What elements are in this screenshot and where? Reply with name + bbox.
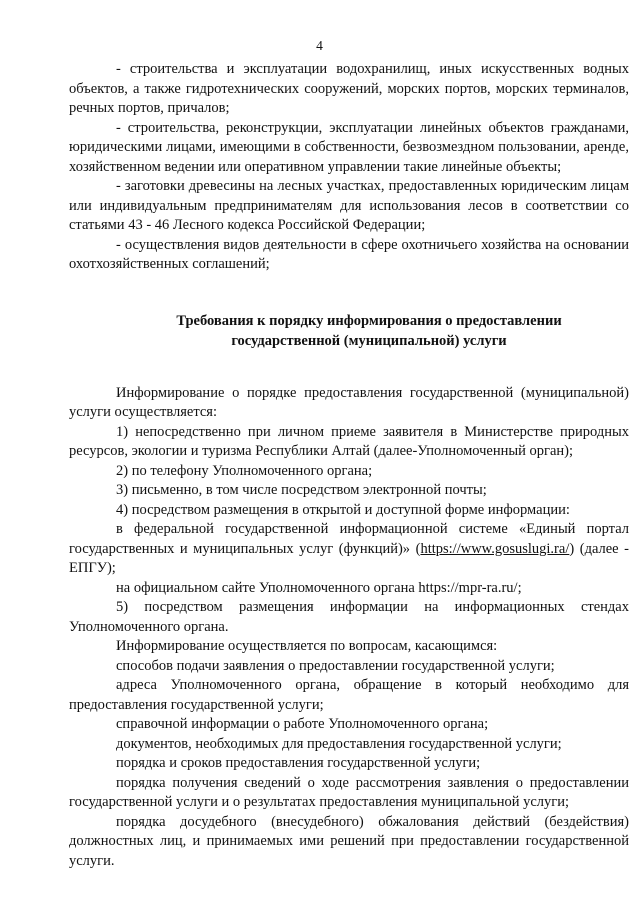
section-heading-line: Требования к порядку информирования о предоставлении: [176, 312, 562, 329]
list-item: способов подачи заявления о предоставлении государственной услуги;: [116, 657, 555, 674]
list-item: - заготовки древесины на лесных участках, предоставленных юридическим лицам или индивидуальным предпринимателям для использования лесов в соответствии со статьями 43 - 46 Лесного кодекса Российской Федерации;: [69, 178, 629, 233]
list-item: справочной информации о работе Уполномоченного органа;: [116, 716, 489, 732]
paragraph: Информирование осуществляется по вопросам, касающимся:: [116, 638, 498, 654]
list-item: - строительства и эксплуатации водохранилищ, иных искусственных водных объектов, а также гидротехнических сооружений, морских портов, морских терминалов, речных портов, причалов;: [69, 61, 629, 116]
list-item: документов, необходимых для предоставления государственной услуги;: [116, 735, 562, 752]
list-item: адреса Уполномоченного органа, обращение в который необходимо для предоставления государственной услуги;: [69, 677, 629, 713]
gosuslugi-link[interactable]: https://www.gosuslugi.ra/: [420, 540, 570, 557]
page-number: 4: [316, 38, 323, 53]
epgu-text: ) (далее - ЕПГУ);: [69, 540, 629, 576]
paragraph: [69, 520, 629, 579]
epgu-text: в федеральной государственной информационной системе «Единый портал государственных и муниципальных услуг (функций)» (: [69, 521, 629, 557]
list-item: - осуществления видов деятельности в сфере охотничьего хозяйства на основании охотхозяйственных соглашений;: [69, 236, 629, 272]
paragraph: Информирование о порядке предоставления государственной (муниципальной) услуги осуществляется:: [69, 384, 629, 420]
section-heading: [69, 311, 629, 351]
list-item: 4) посредством размещения в открытой и доступной форме информации:: [116, 501, 570, 518]
list-item: порядка получения сведений о ходе рассмотрения заявления о предоставлении государственной услуги и о результатах предоставления муниципальной услуги;: [69, 774, 629, 810]
paragraph: на официальном сайте Уполномоченного органа https://mpr-ra.ru/;: [116, 579, 522, 596]
list-item: порядка и сроков предоставления государственной услуги;: [116, 755, 481, 771]
list-item: - строительства, реконструкции, эксплуатации линейных объектов гражданами, юридическими лицами, имеющими в собственности, безвозмездном пользовании, аренде, хозяйственном ведении или оперативном управлении такие линейные объекты;: [69, 119, 629, 175]
list-item: 5) посредством размещения информации на информационных стендах Уполномоченного органа.: [69, 599, 629, 635]
list-item: 1) непосредственно при личном приеме заявителя в Министерстве природных ресурсов, экологии и туризма Республики Алтай (далее-Уполномоченный орган);: [69, 423, 629, 459]
list-item: 2) по телефону Уполномоченного органа;: [116, 462, 373, 479]
section-heading-line: государственной (муниципальной) услуги: [231, 332, 507, 349]
list-item: 3) письменно, в том числе посредством электронной почты;: [116, 482, 487, 498]
list-item: порядка досудебного (внесудебного) обжалования действий (бездействия) должностных лиц, и принимаемых ими решений при предоставлении государственной услуги.: [69, 813, 629, 869]
document-body: [69, 60, 629, 871]
